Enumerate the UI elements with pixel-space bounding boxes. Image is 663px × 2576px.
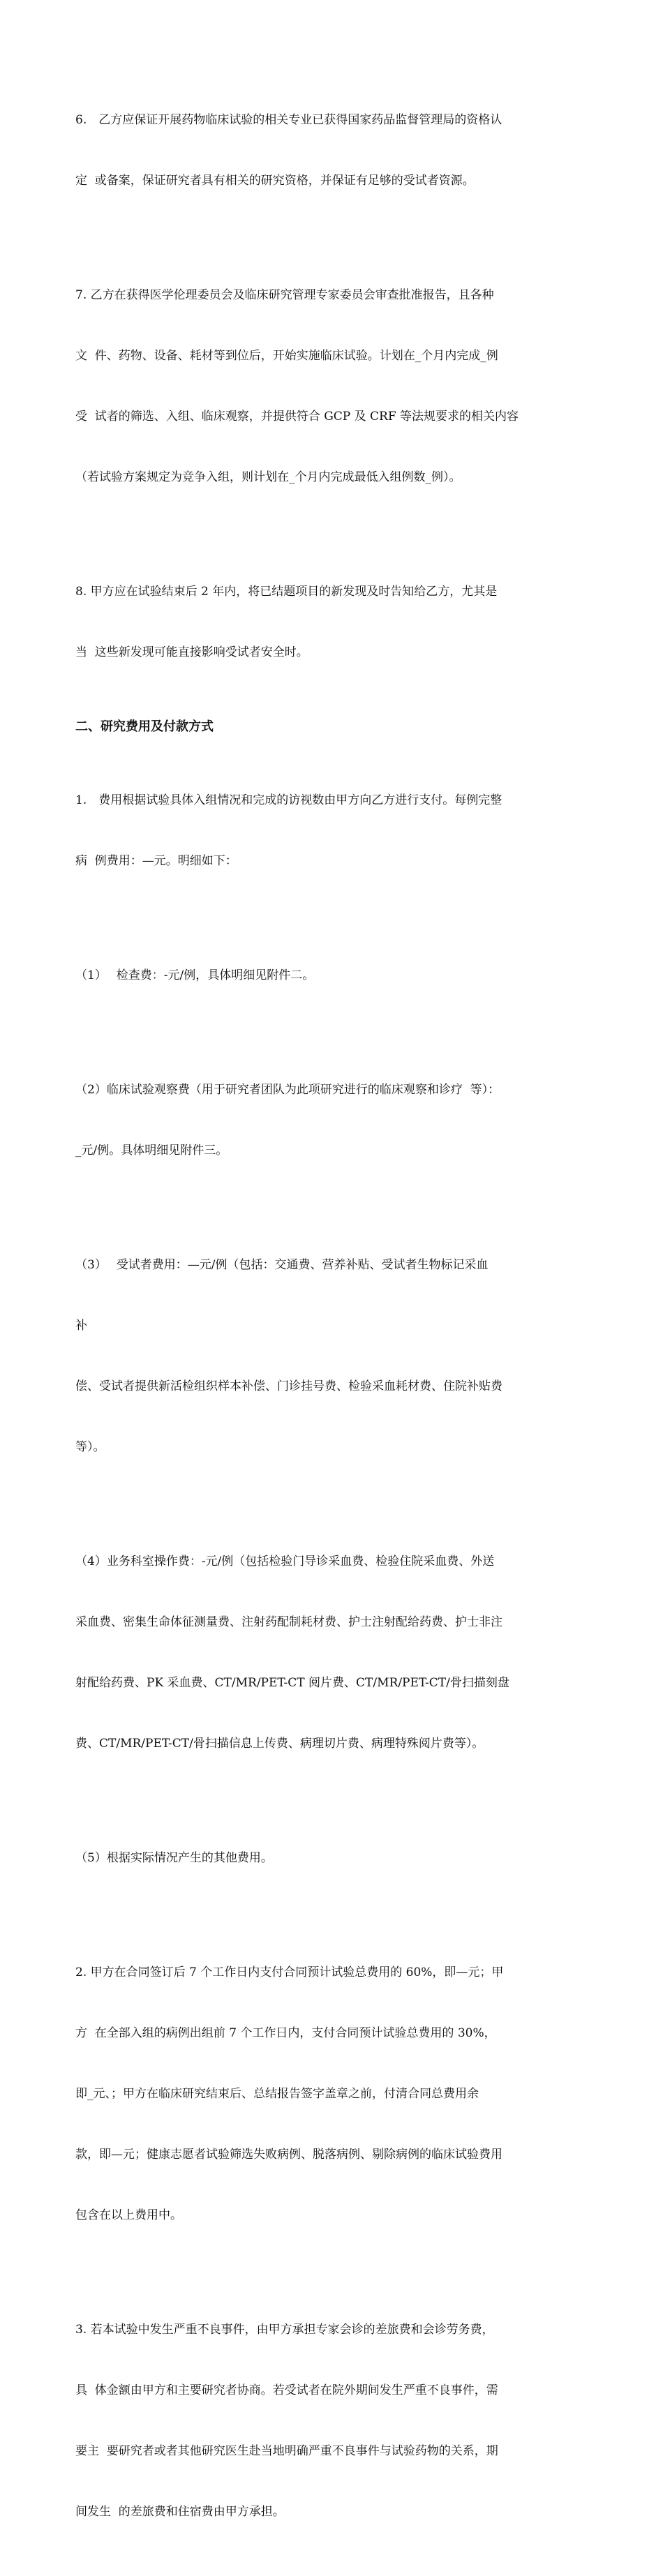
- fee-clause-2-line: 方 在全部入组的病例出组前 7 个工作日内，支付合同预计试验总费用的 30%，: [75, 2026, 496, 2040]
- fee-item-3-line: 等）。: [75, 1440, 105, 1454]
- fee-item-4-line: 采血费、密集生命体征测量费、注射药配制耗材费、护士注射配给药费、护士非注: [75, 1615, 502, 1629]
- fee-clause-1-line: 1. 费用根据试验具体入组情况和完成的访视数由甲方向乙方进行支付。每例完整: [75, 793, 502, 807]
- fee-clause-3-line: 具 体金额由甲方和主要研究者协商。若受试者在院外期间发生严重不良事件，需: [75, 2383, 498, 2397]
- clause-8-line: 当 这些新发现可能直接影响受试者安全时。: [75, 645, 308, 659]
- fee-clause-3-line: 要主 要研究者或者其他研究医生赴当地明确严重不良事件与试验药物的关系，期: [75, 2444, 498, 2458]
- fee-clause-3-line: 间发生 的差旅费和住宿费由甲方承担。: [75, 2505, 285, 2519]
- clause-6-line: 6. 乙方应保证开展药物临床试验的相关专业已获得国家药品监督管理局的资格认: [75, 113, 502, 127]
- fee-clause-1: [75, 750, 588, 912]
- fee-item-4-line: 射配给药费、PK 采血费、CT/MR/PET-CT 阅片费、CT/MR/PET-CT/骨扫描刻盘: [75, 1676, 509, 1690]
- fee-item-3-line: （3） 受试者费用：—元/例（包括：交通费、营养补贴、受试者生物标记采血: [75, 1258, 489, 1272]
- fee-item-4: [75, 1511, 588, 1795]
- clause-6-line: 定 或备案，保证研究者具有相关的研究资格，并保证有足够的受试者资源。: [75, 174, 475, 188]
- fee-clause-1-line: 病 例费用：—元。明细如下：: [75, 854, 237, 868]
- fee-clause-3-line: 3. 若本试验中发生严重不良事件，由甲方承担专家会诊的差旅费和会诊劳务费，: [75, 2323, 494, 2337]
- fee-item-2-line: _元/例。具体明细见附件三。: [75, 1144, 228, 1158]
- fee-item-3-line: 偿、受试者提供新活检组织样本补偿、门诊挂号费、检验采血耗材费、住院补贴费: [75, 1379, 502, 1393]
- fee-clause-2-line: 2. 甲方在合同签订后 7 个工作日内支付合同预计试验总费用的 60%，即—元；甲: [75, 1965, 504, 1979]
- clause-7-line: 文 件、药物、设备、耗材等到位后，开始实施临床试验。计划在_个月内完成_例: [75, 349, 498, 363]
- clause-8: [75, 541, 588, 703]
- fee-clause-2-line: 即_元、；甲方在临床研究结束后、总结报告签字盖章之前，付清合同总费用余: [75, 2087, 479, 2101]
- clause-6: [75, 70, 588, 232]
- clause-7: [75, 245, 588, 528]
- fee-item-1-line: （1） 检查费：-元/例，具体明细见附件二。: [75, 968, 315, 982]
- clause-7-line: 7. 乙方在获得医学伦理委员会及临床研究管理专家委员会审查批准报告，且各种: [75, 288, 494, 302]
- clause-8-line: 8. 甲方应在试验结束后 2 年内，将已结题项目的新发现及时告知给乙方，尤其是: [75, 585, 498, 599]
- fee-item-3-line: 补: [75, 1319, 87, 1333]
- document-page: [75, 70, 588, 2576]
- fee-item-5-line: （5）根据实际情况产生的其他费用。: [75, 1851, 273, 1865]
- fee-clause-2-line: 包含在以上费用中。: [75, 2208, 182, 2222]
- fee-item-1: [75, 925, 588, 1026]
- fee-clause-2-line: 款，即—元；健康志愿者试验筛选失败病例、脱落病例、剔除病例的临床试验费用: [75, 2148, 502, 2162]
- fee-item-5: [75, 1808, 588, 1909]
- clause-7-line: 受 试者的筛选、入组、临床观察，并提供符合 GCP 及 CRF 等法规要求的相关内容: [75, 410, 519, 424]
- section-heading: 二、研究费用及付款方式: [75, 719, 214, 734]
- fee-clause-2: [75, 1922, 588, 2266]
- fee-item-2-line: （2）临床试验观察费（用于研究者团队为此项研究进行的临床观察和诊疗 等）：: [75, 1083, 500, 1097]
- fee-item-4-line: （4）业务科室操作费：-元/例（包括检验门导诊采血费、检验住院采血费、外送: [75, 1555, 495, 1568]
- fee-clause-3: [75, 2279, 588, 2563]
- clause-7-line: （若试验方案规定为竞争入组，则计划在_个月内完成最低入组例数_例）。: [75, 470, 461, 484]
- fee-item-3: [75, 1215, 588, 1498]
- fee-item-2: [75, 1040, 588, 1201]
- fee-item-4-line: 费、CT/MR/PET-CT/骨扫描信息上传费、病理切片费、病理特殊阅片费等）。: [75, 1737, 484, 1751]
